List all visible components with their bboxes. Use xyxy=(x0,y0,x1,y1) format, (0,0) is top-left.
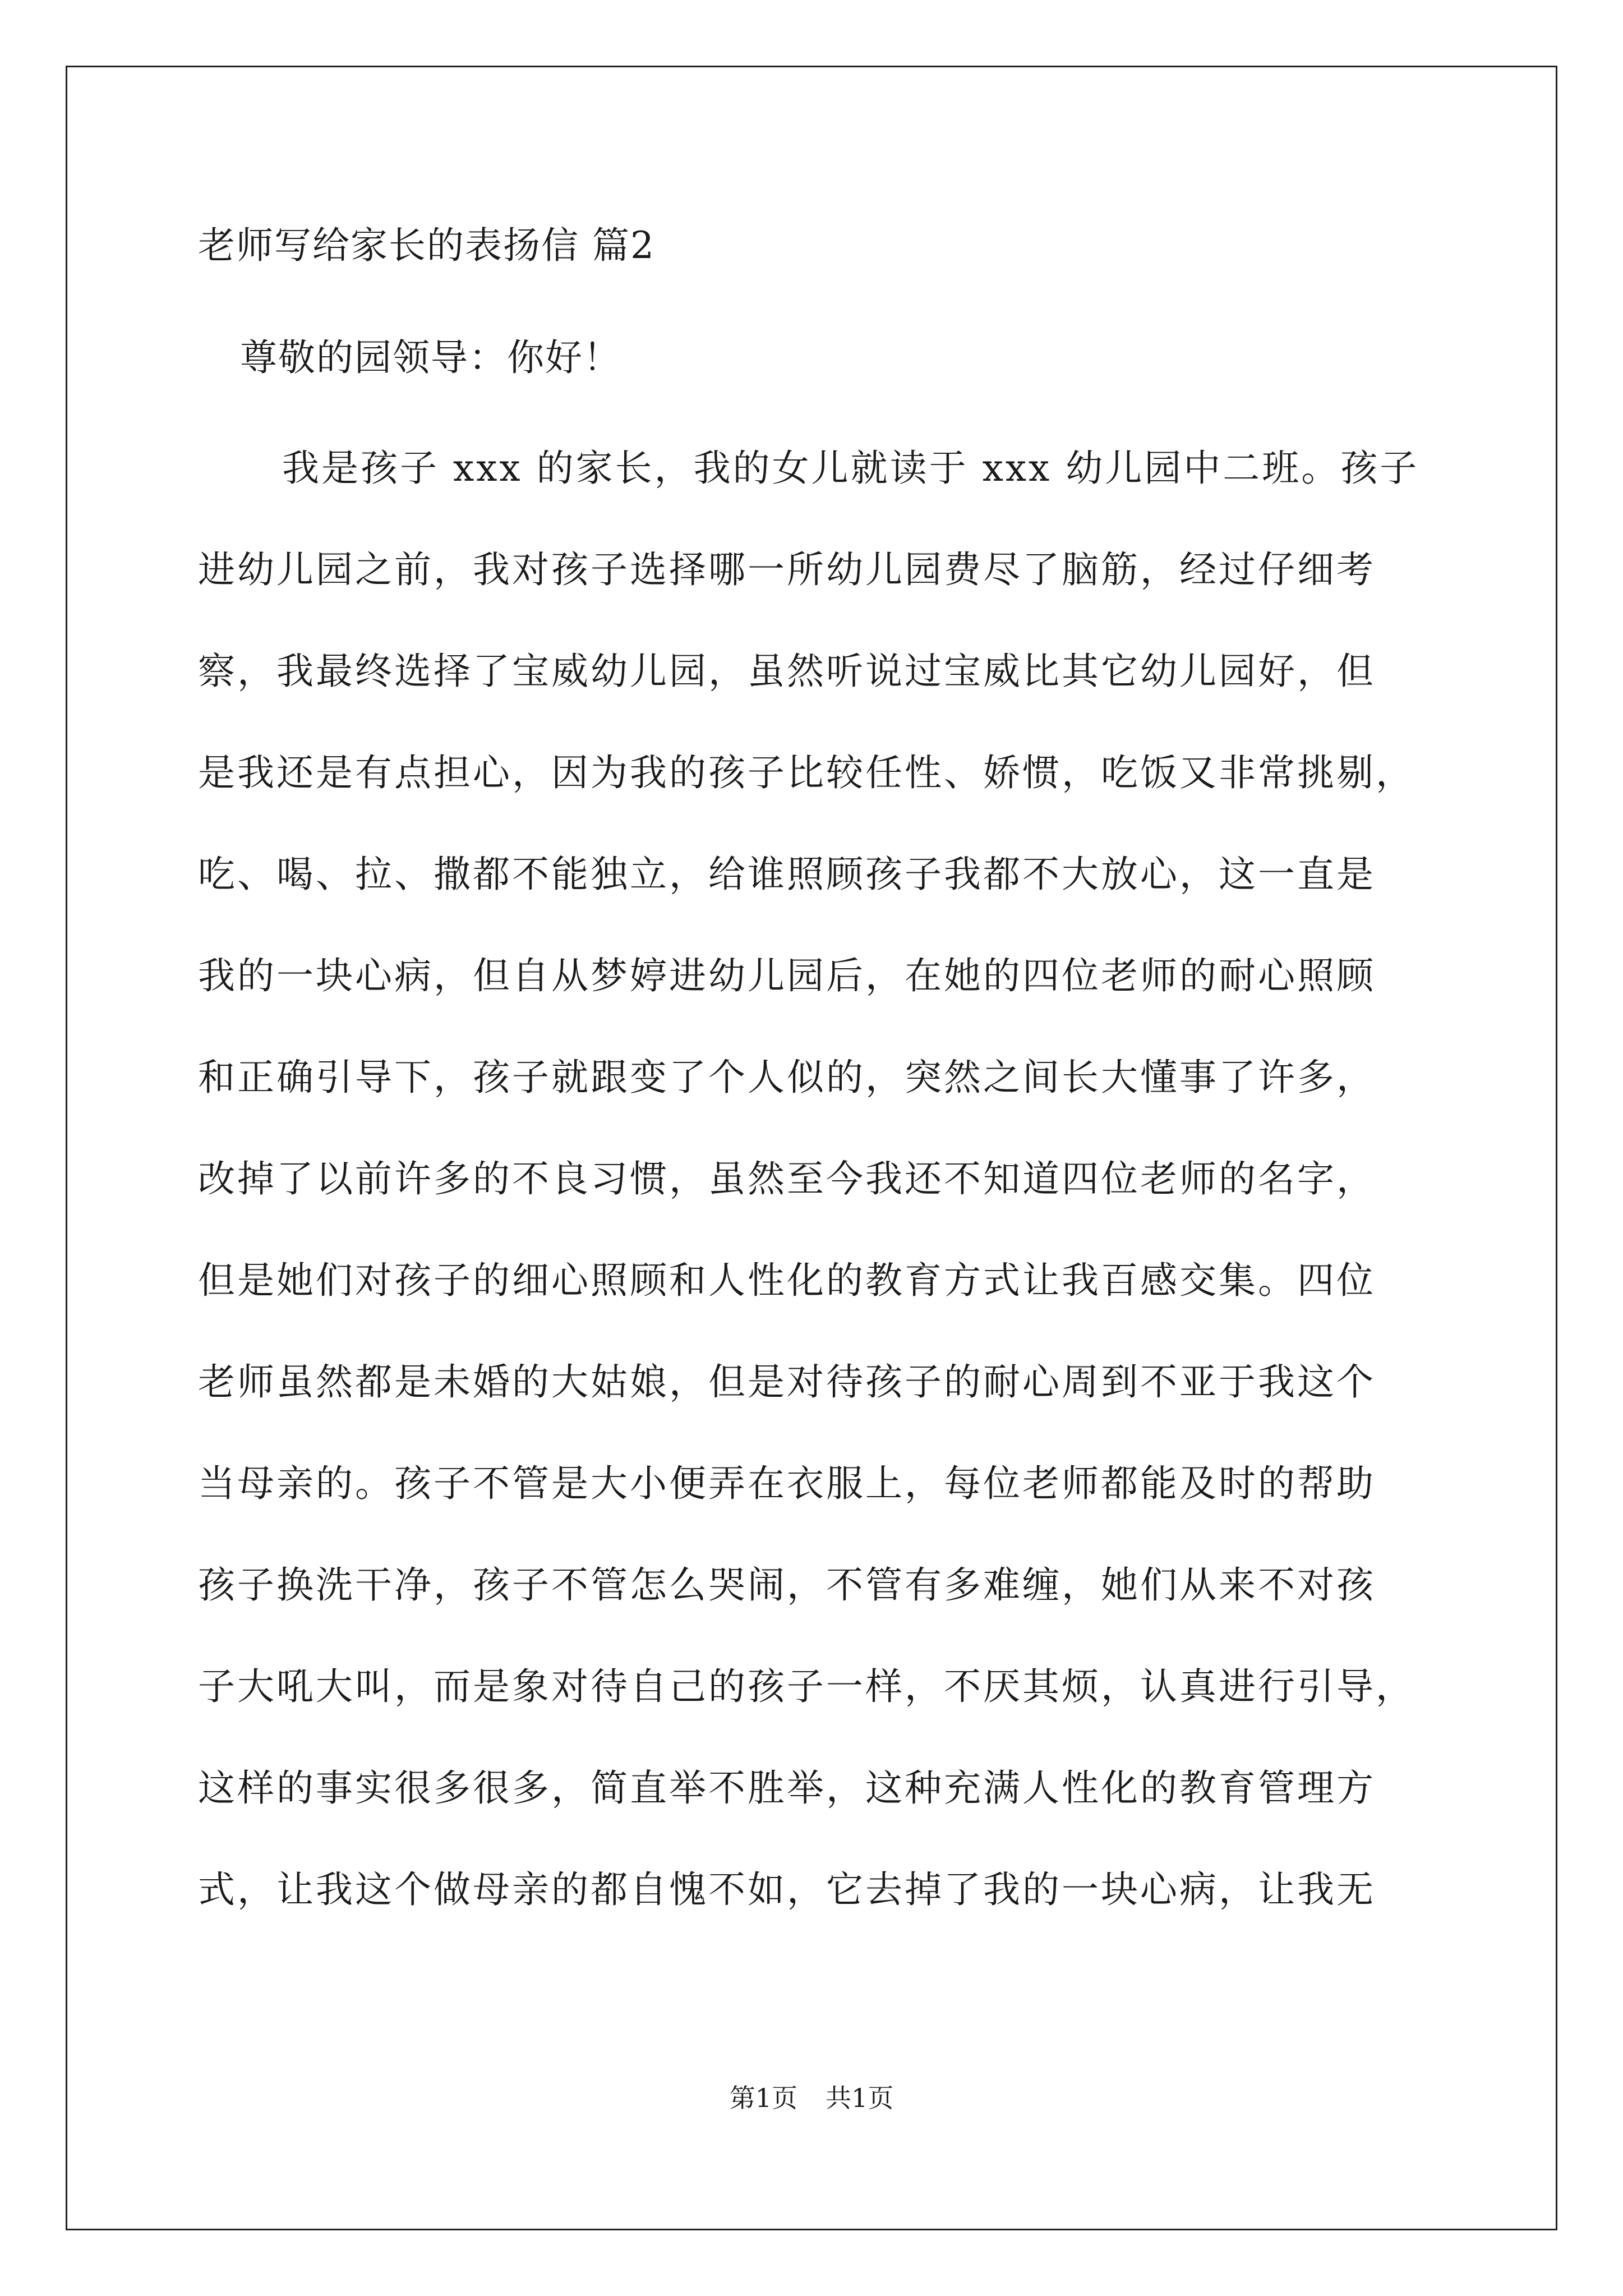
page-number: 第1页 xyxy=(729,2083,797,2113)
body-line: 我是孩子 xxx 的家长，我的女儿就读于 xxx 幼儿园中二班。孩子 xyxy=(282,447,1419,490)
salutation: 尊敬的园领导：你好！ xyxy=(240,336,621,379)
page-total: 共1页 xyxy=(826,2083,894,2113)
page-footer xyxy=(0,2081,1623,2115)
body-line: 进幼儿园之前，我对孩子选择哪一所幼儿园费尽了脑筋，经过仔细考 xyxy=(198,548,1376,591)
document-title: 老师写给家长的表扬信 篇2 xyxy=(198,224,655,267)
body-line: 子大吼大叫，而是象对待自己的孩子一样，不厌其烦，认真进行引导， xyxy=(198,1665,1415,1708)
body-line: 察，我最终选择了宝威幼儿园，虽然听说过宝威比其它幼儿园好，但 xyxy=(198,650,1376,693)
body-line: 吃、喝、拉、撒都不能独立，给谁照顾孩子我都不大放心，这一直是 xyxy=(198,853,1376,896)
body-line: 和正确引导下，孩子就跟变了个人似的，突然之间长大懂事了许多， xyxy=(198,1056,1376,1099)
body-line: 我的一块心病，但自从梦婷进幼儿园后，在她的四位老师的耐心照顾 xyxy=(198,954,1376,997)
body-line: 当母亲的。孩子不管是大小便弄在衣服上，每位老师都能及时的帮助 xyxy=(198,1462,1376,1505)
body-line: 但是她们对孩子的细心照顾和人性化的教育方式让我百感交集。四位 xyxy=(198,1259,1376,1302)
body-line: 老师虽然都是未婚的大姑娘，但是对待孩子的耐心周到不亚于我这个 xyxy=(198,1360,1376,1404)
body-line: 改掉了以前许多的不良习惯，虽然至今我还不知道四位老师的名字， xyxy=(198,1157,1376,1200)
body-line: 这样的事实很多很多，简直举不胜举，这种充满人性化的教育管理方 xyxy=(198,1766,1376,1810)
letter-body xyxy=(198,446,1488,1969)
body-line: 式，让我这个做母亲的都自愧不如，它去掉了我的一块心病，让我无 xyxy=(198,1868,1376,1911)
body-line: 孩子换洗干净，孩子不管怎么哭闹，不管有多难缠，她们从来不对孩 xyxy=(198,1563,1376,1607)
body-line: 是我还是有点担心，因为我的孩子比较任性、娇惯，吃饭又非常挑剔， xyxy=(198,751,1415,794)
